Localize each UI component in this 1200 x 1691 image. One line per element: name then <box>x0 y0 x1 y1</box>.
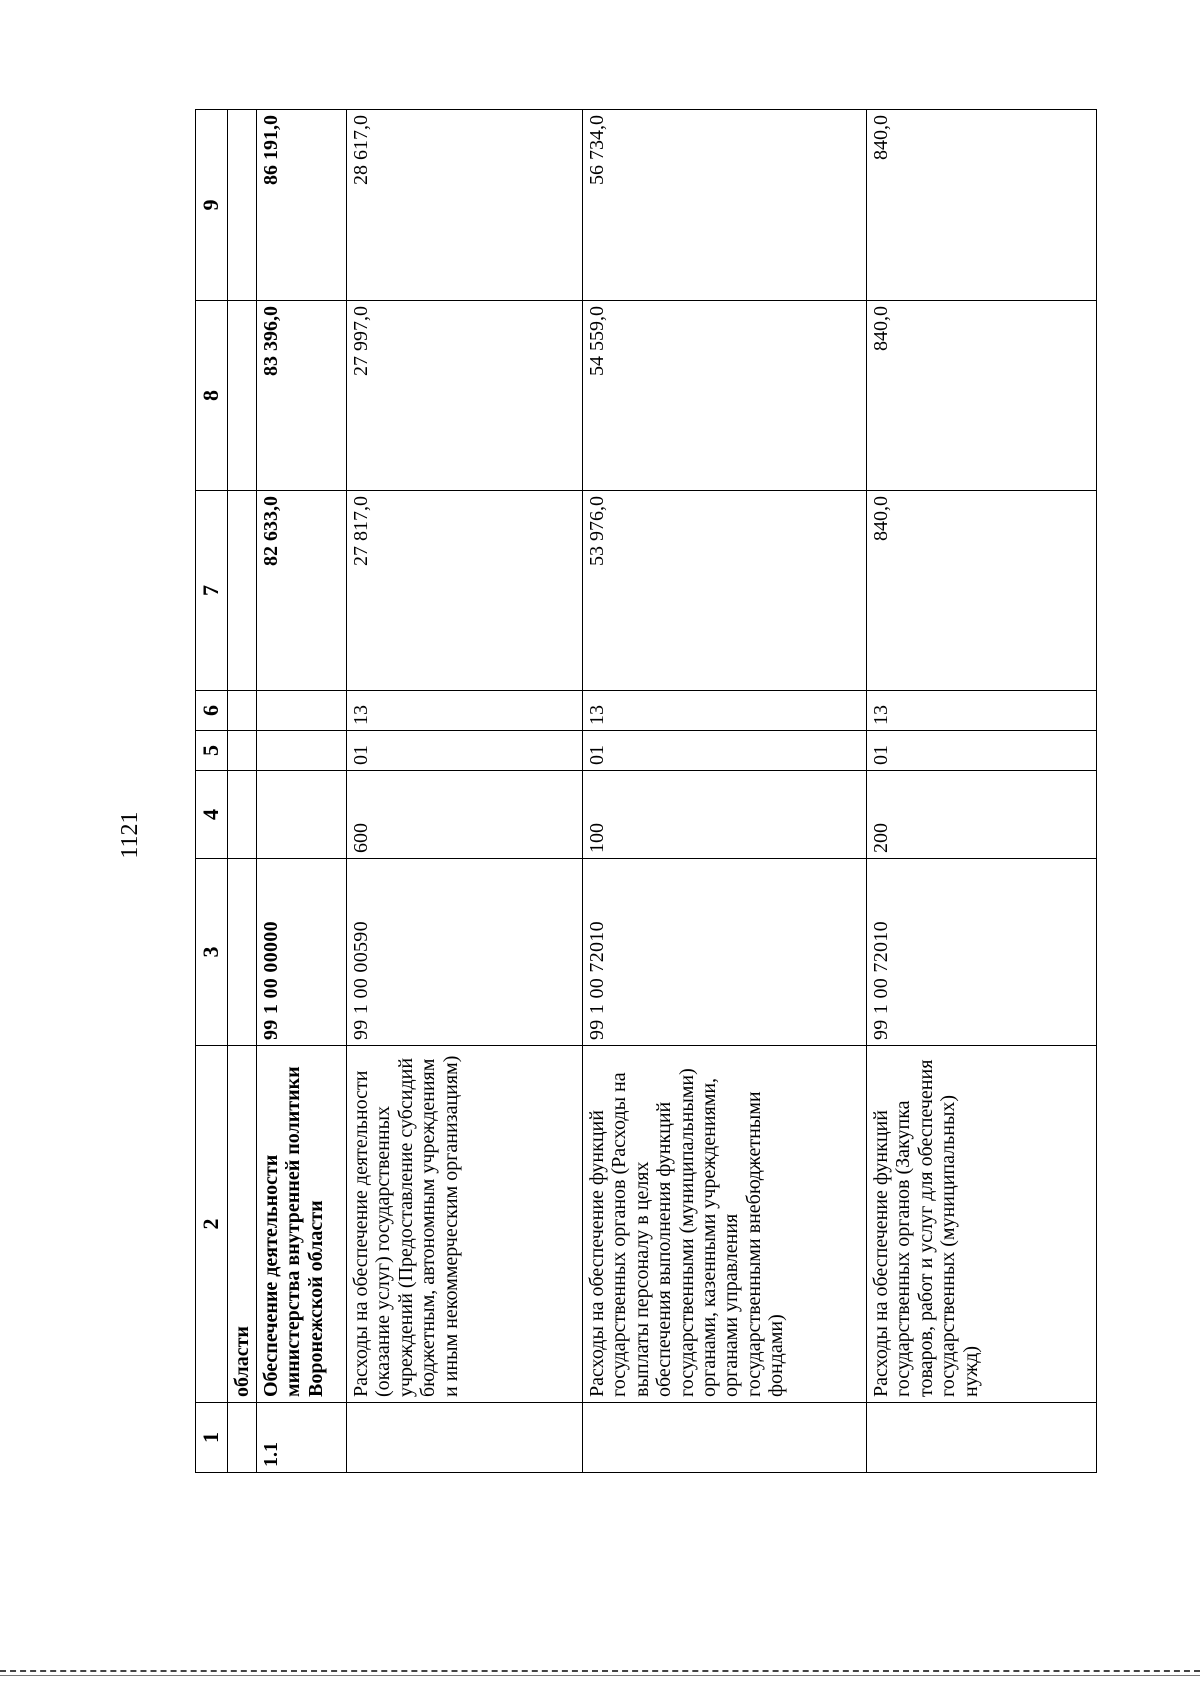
column-header: 1 <box>196 1403 228 1473</box>
table-header-row <box>196 110 228 1473</box>
section-code: 01 <box>867 731 1097 771</box>
scan-edge-line <box>0 1675 1200 1676</box>
target-article-code: 99 1 00 00590 <box>347 859 583 1046</box>
expense-type-code: 600 <box>347 771 583 859</box>
section-code: 01 <box>583 731 867 771</box>
table-cell <box>227 301 256 491</box>
table-cell <box>227 731 256 771</box>
table-cell <box>227 771 256 859</box>
table-cell <box>227 691 256 731</box>
budget-table <box>195 109 1097 1473</box>
amount-col9: 840,0 <box>867 110 1097 301</box>
continuation-row <box>227 110 256 1473</box>
row-number <box>867 1403 1097 1473</box>
scan-edge-line <box>0 1670 1200 1672</box>
column-header: 3 <box>196 859 228 1046</box>
row-description: Расходы на обеспечение функций государственных органов (Расходы на выплаты персоналу в целях обеспечения выполнения функций государственными (муниципальными) органами, казенными учреждениями, органами управления государственными внебюджетными фондами) <box>583 1046 867 1403</box>
subsection-code: 13 <box>867 691 1097 731</box>
column-header: 8 <box>196 301 228 491</box>
row-number: 1.1 <box>257 1403 347 1473</box>
target-article-code: 99 1 00 72010 <box>867 859 1097 1046</box>
amount-col7: 82 633,0 <box>257 491 347 691</box>
amount-col7: 27 817,0 <box>347 491 583 691</box>
amount-col8: 27 997,0 <box>347 301 583 491</box>
expense-type-code: 100 <box>583 771 867 859</box>
row-number <box>347 1403 583 1473</box>
row-number <box>583 1403 867 1473</box>
column-header: 2 <box>196 1046 228 1403</box>
expense-type-code <box>257 771 347 859</box>
continuation-text: области <box>227 1046 256 1403</box>
amount-col9: 86 191,0 <box>257 110 347 301</box>
row-description: Расходы на обеспечение функций государственных органов (Закупка товаров, работ и услуг для обеспечения государственных (муниципальных) нужд) <box>867 1046 1097 1403</box>
table-row <box>257 110 347 1473</box>
amount-col9: 28 617,0 <box>347 110 583 301</box>
amount-col8: 54 559,0 <box>583 301 867 491</box>
table-row <box>583 110 867 1473</box>
amount-col8: 83 396,0 <box>257 301 347 491</box>
budget-table-wrapper <box>195 110 1093 1473</box>
column-header: 6 <box>196 691 228 731</box>
table-row <box>347 110 583 1473</box>
amount-col7: 840,0 <box>867 491 1097 691</box>
column-header: 9 <box>196 110 228 301</box>
table-cell <box>227 1403 256 1473</box>
subsection-code <box>257 691 347 731</box>
amount-col9: 56 734,0 <box>583 110 867 301</box>
row-description: Обеспечение деятельности министерства внутренней политики Воронежской области <box>257 1046 347 1403</box>
amount-col7: 53 976,0 <box>583 491 867 691</box>
column-header: 4 <box>196 771 228 859</box>
target-article-code: 99 1 00 00000 <box>257 859 347 1046</box>
table-cell <box>227 110 256 301</box>
section-code <box>257 731 347 771</box>
column-header: 7 <box>196 491 228 691</box>
section-code: 01 <box>347 731 583 771</box>
table-cell <box>227 491 256 691</box>
subsection-code: 13 <box>583 691 867 731</box>
row-description: Расходы на обеспечение деятельности (оказание услуг) государственных учреждений (Предоставление субсидий бюджетным, автономным учреждениям и иным некоммерческим организациям) <box>347 1046 583 1403</box>
budget-table-rotated <box>195 110 1093 1473</box>
expense-type-code: 200 <box>867 771 1097 859</box>
table-cell <box>227 859 256 1046</box>
target-article-code: 99 1 00 72010 <box>583 859 867 1046</box>
column-header: 5 <box>196 731 228 771</box>
page-number: 1121 <box>117 811 143 859</box>
subsection-code: 13 <box>347 691 583 731</box>
amount-col8: 840,0 <box>867 301 1097 491</box>
table-row <box>867 110 1097 1473</box>
